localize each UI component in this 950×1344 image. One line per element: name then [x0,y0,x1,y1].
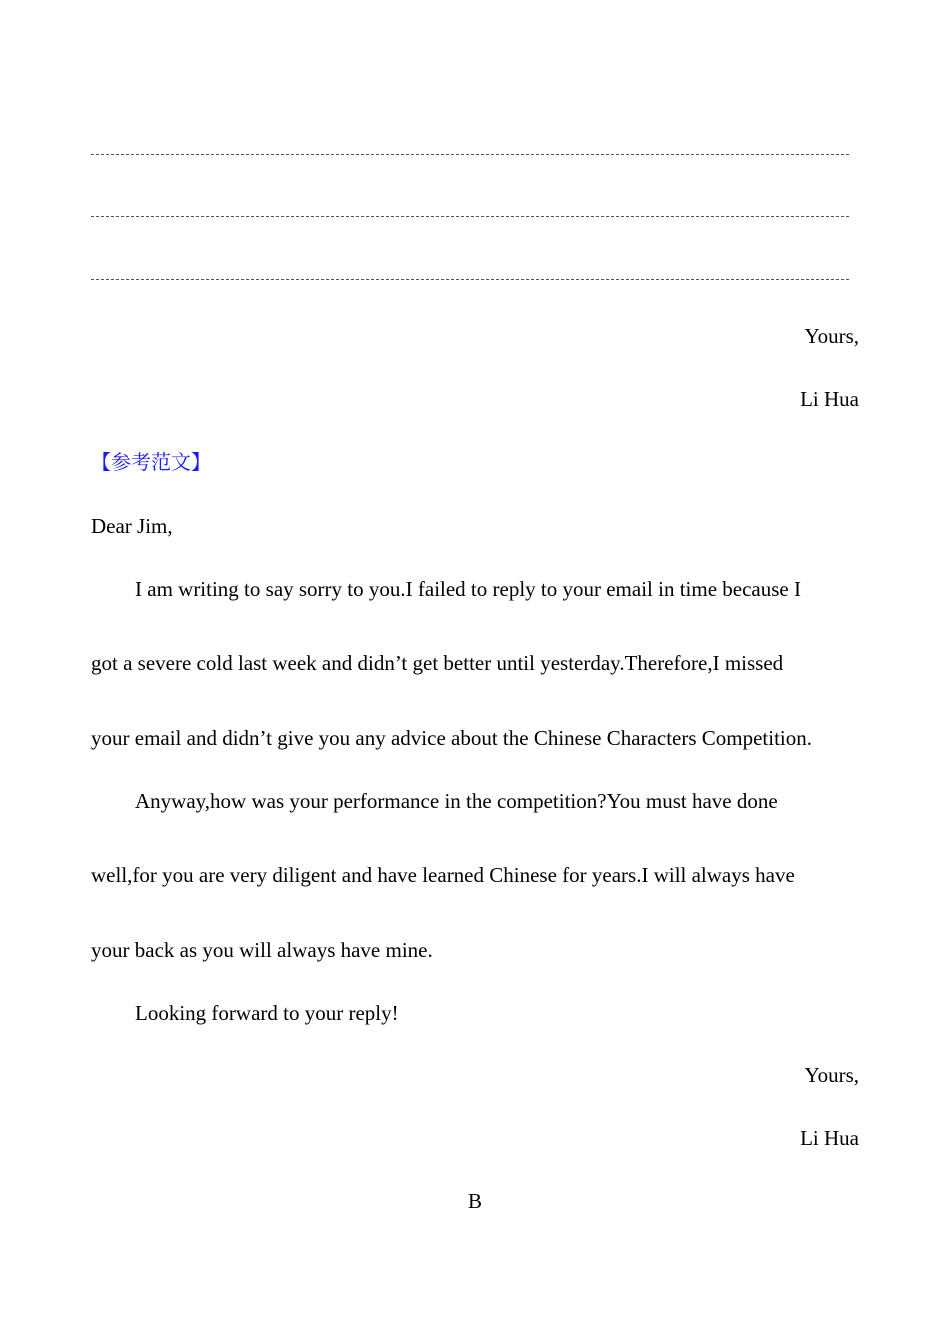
reference-essay-heading: 【参考范文】 [91,450,211,474]
top-signature-name: Li Hua [800,387,859,411]
letter-signature-name: Li Hua [800,1126,859,1150]
answer-line-3 [91,279,849,280]
top-sign-off: Yours, [804,324,859,348]
next-section-label: B [467,1189,482,1213]
answer-line-2 [91,216,849,217]
paragraph2-line3: your back as you will always have mine. [91,938,433,962]
paragraph2-line2: well,for you are very diligent and have learned Chinese for years.I will always have [91,863,795,887]
answer-line-1 [91,154,849,155]
paragraph1-line3: your email and didn’t give you any advice about the Chinese Characters Competition. [91,726,813,750]
letter-sign-off: Yours, [804,1063,859,1087]
letter-salutation: Dear Jim, [91,514,173,538]
paragraph3: Looking forward to your reply! [135,1001,399,1025]
paragraph1-line1: I am writing to say sorry to you.I failed to reply to your email in time because I [135,577,801,601]
paragraph1-line2: got a severe cold last week and didn’t get better until yesterday.Therefore,I missed [91,651,784,675]
paragraph2-line1: Anyway,how was your performance in the competition?You must have done [135,789,778,813]
